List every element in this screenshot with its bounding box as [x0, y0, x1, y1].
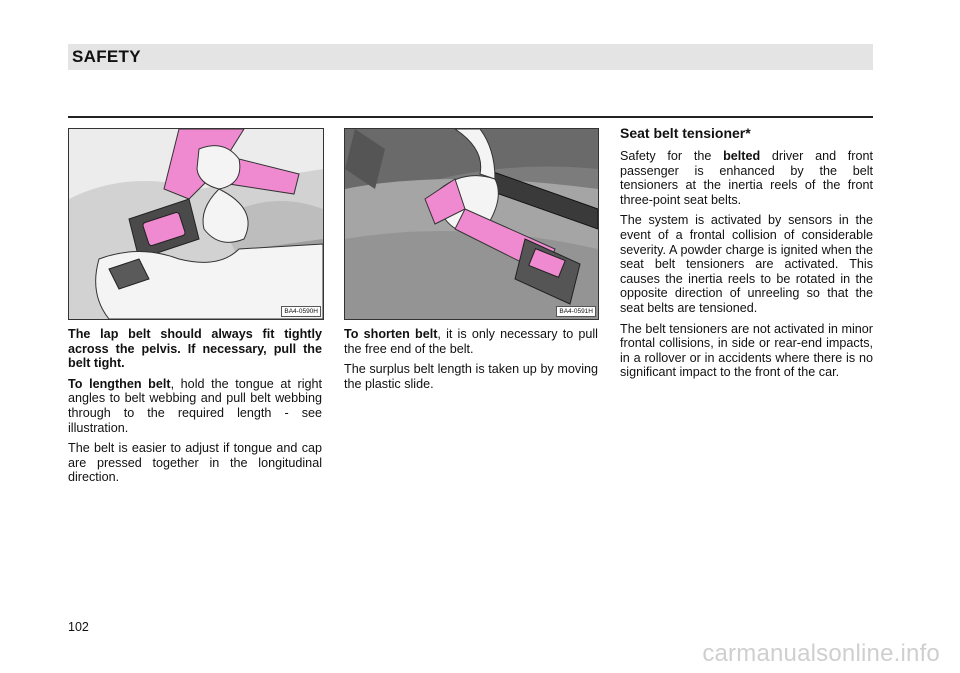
lead-paragraph: The lap belt should always fit tightly across the pelvis. If necessary, pull the belt tight. — [68, 327, 322, 371]
text-column-1 — [68, 327, 322, 491]
section-header-bar — [68, 44, 873, 70]
paragraph-text: , hold the tongue at right angles to belt webbing and pull belt webbing through to the required length - see illustration. — [68, 376, 322, 435]
text-column-3 — [620, 125, 873, 386]
paragraph-adjust: The belt is easier to adjust if tongue and cap are pressed together in the longitudinal direction. — [68, 441, 322, 485]
paragraph-lengthen-belt — [68, 377, 322, 435]
watermark: carmanualsonline.info — [702, 640, 940, 667]
figure-code: BA4-0590H — [281, 306, 321, 317]
horizontal-rule — [68, 116, 873, 118]
term-lengthen-belt: To lengthen belt — [68, 376, 171, 391]
term-shorten-belt: To shorten belt — [344, 327, 438, 341]
figure-belt-buckle — [68, 128, 324, 320]
paragraph-tensioner-intro — [620, 149, 873, 207]
paragraph-not-activated: The belt tensioners are not activated in minor frontal collisions, in side or rear-end impacts, in a rollover or in accidents where there is no significant impact to the front of the car. — [620, 321, 873, 380]
paragraph-activation: The system is activated by sensors in the event of a frontal collision of considerable severity. A powder charge is ignited when the seat belt tensioners are activated. This causes the inertia reels to be rotated in the opposite direction of unreeling so that the seat belts are tensioned. — [620, 213, 873, 315]
section-title: SAFETY — [72, 47, 141, 66]
figure-code: BA4-0591H — [556, 306, 596, 317]
section-heading: Seat belt tensioner* — [620, 125, 751, 141]
page-number: 102 — [68, 620, 89, 634]
paragraph-text: Safety for the — [620, 149, 724, 163]
term-belted: belted — [723, 149, 761, 163]
paragraph-surplus: The surplus belt length is taken up by moving the plastic slide. — [344, 362, 598, 391]
text-column-2 — [344, 327, 598, 397]
paragraph-text: , it is only necessary to pull the free end of the belt. — [344, 327, 598, 356]
figure-shorten-belt — [344, 128, 599, 320]
belt-buckle-illustration — [69, 129, 323, 319]
paragraph-text: driver and front passenger is enhanced by the belt tensioners at the inertia reels of the front three-point seat belts. — [620, 149, 874, 207]
shorten-belt-illustration — [345, 129, 598, 319]
paragraph-shorten-belt — [344, 327, 598, 356]
